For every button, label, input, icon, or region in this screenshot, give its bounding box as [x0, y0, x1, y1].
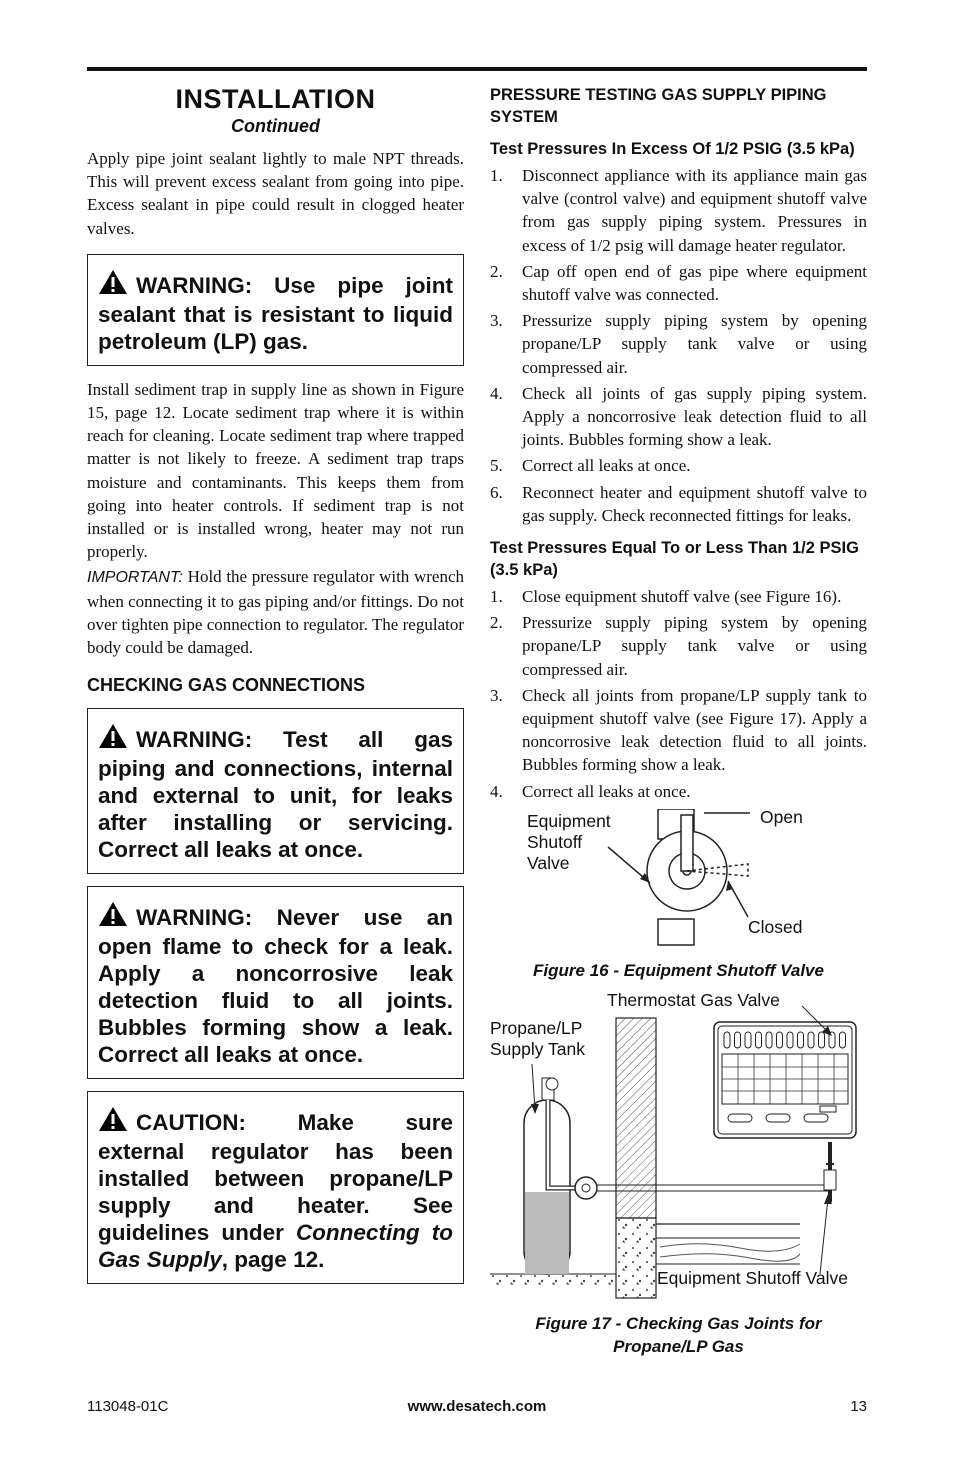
- step-number: 3.: [490, 685, 503, 705]
- equal-heading: Test Pressures Equal To or Less Than 1/2 PSIG (3.5 kPa): [490, 539, 859, 580]
- step-item: [490, 481, 867, 527]
- important-text: Hold the pressure regulator with wrench when connecting it to gas piping and/or fittings. Do not over tighten pipe connection to regulator. The regulator body could be damaged.: [87, 567, 464, 658]
- warning-box-flame: [87, 886, 464, 1079]
- figure-16-caption: Figure 16 - Equipment Shutoff Valve: [533, 960, 824, 980]
- step-text: Close equipment shutoff valve (see Figure 16).: [522, 587, 842, 607]
- heater-louver: [819, 1032, 825, 1048]
- step-text: Correct all leaks at once.: [522, 456, 691, 476]
- warning-box-test: [87, 708, 464, 874]
- figure-17-diagram: [490, 989, 867, 1312]
- footer-page-number: 13: [850, 1398, 867, 1415]
- step-text: Check all joints from propane/LP supply tank to equipment shutoff valve (see Figure 17). Apply a noncorrosive leak detection fluid to all joints. Bubbles forming show a leak.: [522, 685, 867, 775]
- step-number: 6.: [490, 482, 503, 502]
- step-text: Pressurize supply piping system by opening propane/LP supply tank valve or using compressed air.: [522, 311, 867, 377]
- heater-louver: [777, 1032, 783, 1048]
- pressure-testing-heading: PRESSURE TESTING GAS SUPPLY PIPING SYSTEM: [490, 86, 827, 126]
- step-text: Reconnect heater and equipment shutoff valve to gas supply. Check reconnected fittings for leaks.: [522, 482, 867, 525]
- warning-triangle-icon: [98, 901, 128, 933]
- equal-steps-list: [490, 585, 867, 803]
- shutoff-valve-drawing: [490, 806, 867, 959]
- step-text: Pressurize supply piping system by opening propane/LP supply tank valve or using compressed air.: [522, 613, 867, 679]
- caution-text-end: , page 12.: [221, 1247, 325, 1273]
- step-number: 4.: [490, 781, 503, 801]
- warning-text-flame: WARNING: Never use an open flame to check for a leak. Apply a noncorrosive leak detection fluid to all joints. Bubbles forming show a leak. Correct all leaks at once.: [98, 905, 453, 1068]
- warning-box-sealant: [87, 254, 464, 366]
- fig16-label-open: Open: [760, 806, 803, 827]
- section-subtitle: Continued: [231, 116, 320, 136]
- heater-louver: [756, 1032, 762, 1048]
- heater-louver: [766, 1032, 772, 1048]
- caution-link-text: Connecting to Gas Supply: [98, 1220, 453, 1273]
- step-item: [490, 585, 867, 608]
- step-item: [490, 780, 867, 803]
- step-text: Cap off open end of gas pipe where equipment shutoff valve was connected.: [522, 261, 867, 305]
- step-number: 2.: [490, 613, 503, 633]
- heater-louver: [787, 1032, 793, 1048]
- right-column: [490, 84, 867, 1358]
- warning-triangle-icon: [98, 269, 128, 301]
- step-text: Disconnect appliance with its appliance main gas valve (control valve) and equipment shutoff valve from gas supply piping system. Pressures in excess of 1/2 psig will damage heater regulator.: [522, 166, 867, 255]
- footer-website: www.desatech.com: [407, 1398, 547, 1415]
- step-number: 1.: [490, 166, 503, 185]
- warning-triangle-icon: [98, 1106, 128, 1138]
- fig16-label-valve-2: Shutoff: [527, 831, 583, 852]
- figure-16-diagram: [490, 806, 867, 959]
- step-text: Check all joints of gas supply piping system. Apply a noncorrosive leak detection fluid to all joints. Bubbles forming show a leak.: [522, 383, 867, 450]
- step-text: Correct all leaks at once.: [522, 781, 691, 801]
- heater-louver: [808, 1032, 814, 1048]
- step-number: 1.: [490, 587, 503, 607]
- top-rule: [87, 67, 867, 71]
- important-label: IMPORTANT:: [87, 569, 183, 587]
- caution-box-regulator: [87, 1091, 464, 1284]
- heater-louver: [724, 1032, 730, 1048]
- fig17-label-tank-2: Supply Tank: [490, 1038, 586, 1059]
- step-number: 3.: [490, 311, 503, 331]
- checking-gas-heading: CHECKING GAS CONNECTIONS: [87, 675, 366, 696]
- figure-17-caption-line-2: Propane/LP Gas: [613, 1336, 744, 1356]
- intro-paragraph: Apply pipe joint sealant lightly to male NPT threads. This will prevent excess sealant from going into pipe. Excess sealant in pipe could result in clogged heater valves.: [87, 149, 464, 238]
- footer-part-number: 113048-01C: [87, 1398, 169, 1415]
- step-number: 4.: [490, 383, 503, 403]
- step-number: 2.: [490, 261, 503, 281]
- left-column: [87, 84, 464, 1296]
- heater-louver: [735, 1032, 741, 1048]
- step-item: [490, 309, 867, 379]
- step-item: [490, 260, 867, 306]
- heater-louver: [745, 1032, 751, 1048]
- heater-louver: [840, 1032, 846, 1048]
- warning-triangle-icon: [98, 723, 128, 755]
- sediment-paragraph: Install sediment trap in supply line as shown in Figure 15, page 12. Locate sediment trap where it is within reach for cleaning. Locate sediment trap where trapped matter is not likely to freeze. A sediment trap traps moisture and contaminants. This keeps them from going into heater controls. If sediment trap is not installed or is installed wrong, heater may not run properly.: [87, 379, 464, 562]
- warning-text-sealant: WARNING: Use pipe joint sealant that is resistant to liquid petroleum (LP) gas.: [98, 272, 453, 354]
- caution-text: CAUTION: Make sure external regulator has been installed between propane/LP supply and heater. See guidelines under: [98, 1110, 453, 1246]
- step-number: 5.: [490, 456, 503, 476]
- important-paragraph: [87, 565, 464, 659]
- section-title: INSTALLATION: [175, 84, 376, 114]
- gas-joint-drawing: [490, 989, 867, 1302]
- excess-heading: Test Pressures In Excess Of 1/2 PSIG (3.5 kPa): [490, 140, 855, 158]
- step-item: [490, 382, 867, 452]
- figure-17-caption-line-1: Figure 17 - Checking Gas Joints for: [535, 1313, 822, 1333]
- fig17-label-shutoff: Equipment Shutoff Valve: [657, 1267, 849, 1288]
- step-item: [490, 454, 867, 477]
- fig16-label-valve-1: Equipment: [527, 810, 611, 831]
- fig17-label-tank-1: Propane/LP: [490, 1017, 583, 1038]
- step-item: [490, 611, 867, 681]
- heater-louver: [798, 1032, 804, 1048]
- fig16-label-closed: Closed: [748, 916, 803, 937]
- warning-text-test: WARNING: Test all gas piping and connections, internal and external to unit, for leaks after installing or servicing. Correct all leaks at once.: [98, 727, 453, 863]
- step-item: [490, 164, 867, 257]
- step-item: [490, 684, 867, 777]
- excess-steps-list: [490, 164, 867, 527]
- fig17-label-thermostat: Thermostat Gas Valve: [607, 989, 780, 1010]
- fig16-label-valve-3: Valve: [527, 852, 570, 873]
